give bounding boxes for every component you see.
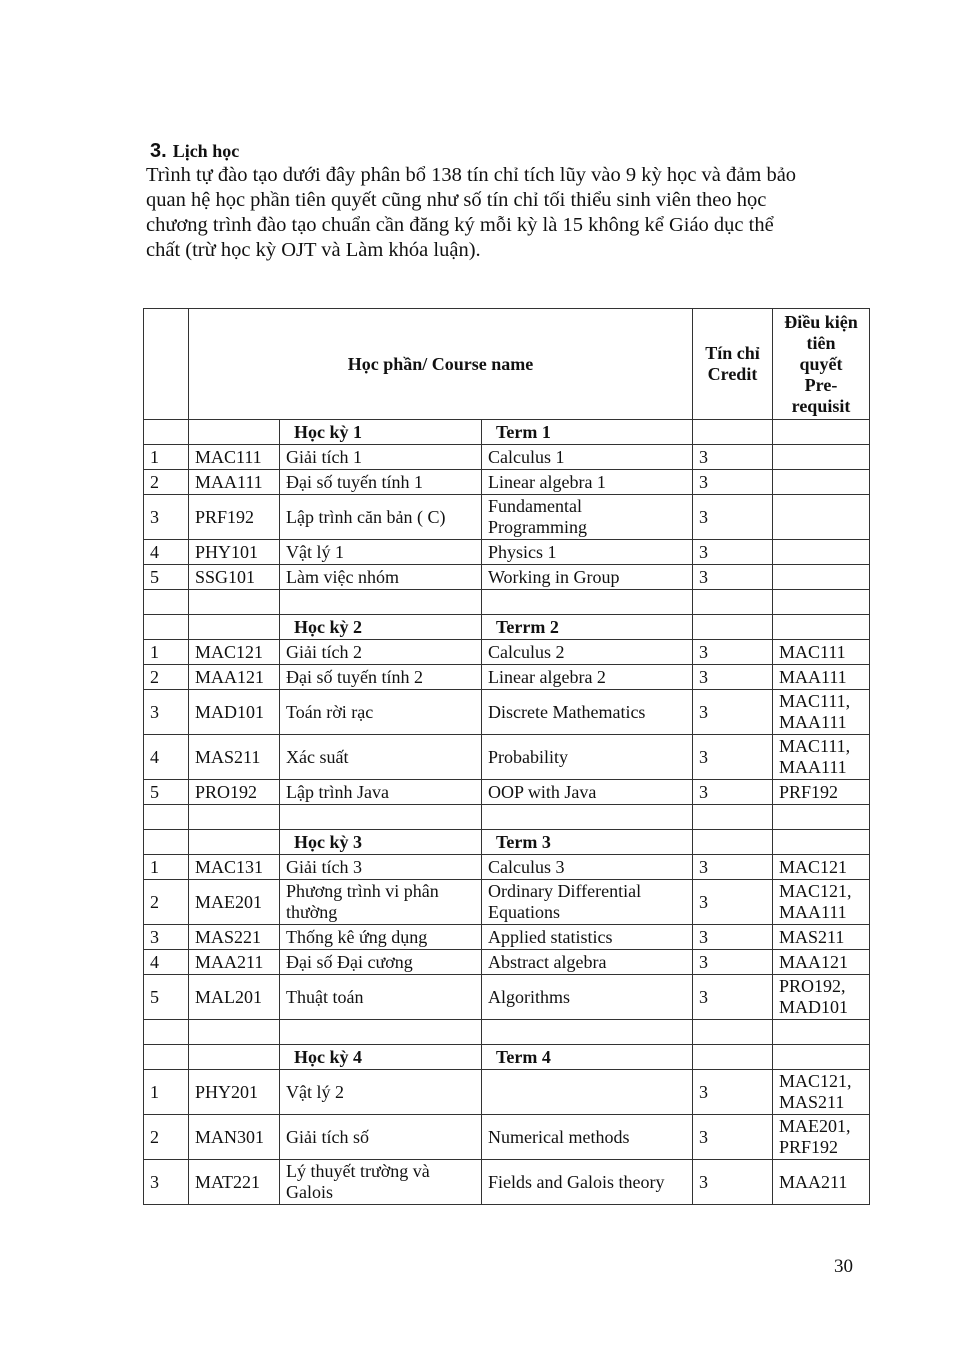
- prerequisite: [773, 780, 870, 805]
- prerequisite: [773, 540, 870, 565]
- page-number: 30: [834, 1256, 853, 1277]
- course-name-en-line: Numerical methods: [488, 1126, 630, 1147]
- table-row: [144, 1160, 870, 1205]
- empty-cell: [773, 830, 870, 855]
- term-header-row: [144, 615, 870, 640]
- course-name-en: [482, 665, 693, 690]
- empty-cell: [144, 590, 189, 615]
- empty-cell: [189, 805, 280, 830]
- course-code: MAS211: [189, 735, 280, 780]
- empty-cell: [773, 1045, 870, 1070]
- empty-cell: [189, 590, 280, 615]
- course-name-en-line: Abstract algebra: [488, 951, 607, 972]
- course-code: MAT221: [189, 1160, 280, 1205]
- row-number: 2: [144, 665, 189, 690]
- course-name-en: [482, 975, 693, 1020]
- term-name-en: Term 1: [482, 420, 693, 445]
- prerequisite-line: MAA121: [779, 951, 849, 972]
- intro-line: chất (trừ học kỳ OJT và Làm khóa luận).: [146, 239, 481, 261]
- row-number: 3: [144, 690, 189, 735]
- spacer-row: [144, 805, 870, 830]
- course-code: MAN301: [189, 1115, 280, 1160]
- course-name-en: [482, 540, 693, 565]
- section-title: Lịch học: [172, 141, 240, 161]
- course-code: MAD101: [189, 690, 280, 735]
- course-name-en: [482, 1070, 693, 1115]
- course-name-vn-line: Đại số tuyến tính 1: [286, 471, 423, 492]
- prerequisite-line: MAA111: [779, 757, 847, 777]
- course-name-en-line: Applied statistics: [488, 926, 613, 947]
- course-name-vn: [280, 975, 482, 1020]
- row-number: 1: [144, 445, 189, 470]
- empty-cell: [144, 420, 189, 445]
- course-name-vn: [280, 855, 482, 880]
- course-name-vn-line: Đại số Đại cương: [286, 951, 413, 972]
- header-credit: [693, 309, 773, 420]
- course-name-vn-line: Lập trình Java: [286, 781, 389, 802]
- prerequisite-line: MAC111: [779, 641, 846, 662]
- credit-value: 3: [693, 495, 773, 540]
- empty-cell: [693, 615, 773, 640]
- course-name-en: [482, 735, 693, 780]
- empty-cell: [189, 830, 280, 855]
- credit-value: 3: [693, 470, 773, 495]
- course-code: PHY101: [189, 540, 280, 565]
- table-row: [144, 665, 870, 690]
- course-name-en: [482, 1115, 693, 1160]
- table-row: [144, 880, 870, 925]
- table-row: [144, 735, 870, 780]
- credit-value: 3: [693, 1160, 773, 1205]
- course-name-vn-line: Vật lý 2: [286, 1081, 344, 1102]
- course-name-vn-line: Thuật toán: [286, 986, 364, 1007]
- course-code: MAL201: [189, 975, 280, 1020]
- course-name-en-line: Physics 1: [488, 541, 557, 562]
- empty-cell: [280, 1020, 482, 1045]
- course-name-en-line: Fundamental: [488, 496, 582, 516]
- course-code: PRO192: [189, 780, 280, 805]
- course-name-en: [482, 925, 693, 950]
- section-heading: [150, 140, 239, 163]
- empty-cell: [144, 615, 189, 640]
- course-name-vn-line: Đại số tuyến tính 2: [286, 666, 423, 687]
- term-header-row: [144, 420, 870, 445]
- header-course-name: Học phần/ Course name: [189, 309, 693, 420]
- term-header-row: [144, 830, 870, 855]
- table-row: [144, 855, 870, 880]
- row-number: 4: [144, 735, 189, 780]
- course-name-vn: [280, 445, 482, 470]
- empty-cell: [773, 615, 870, 640]
- course-name-vn-line: Phương trình vi phân: [286, 881, 439, 901]
- empty-cell: [189, 1020, 280, 1045]
- course-name-vn-line: Làm việc nhóm: [286, 566, 399, 587]
- course-name-vn-line: thường: [286, 902, 338, 922]
- intro-line: chương trình đào tạo chuẩn cần đăng ký mỗi kỳ là 15 không kể Giáo dục thể: [146, 214, 774, 236]
- course-name-en: [482, 470, 693, 495]
- empty-cell: [773, 590, 870, 615]
- prerequisite-line: MAC121: [779, 856, 848, 877]
- credit-value: 3: [693, 540, 773, 565]
- course-code: MAS221: [189, 925, 280, 950]
- prerequisite: [773, 950, 870, 975]
- prerequisite: [773, 565, 870, 590]
- course-name-en: [482, 690, 693, 735]
- header-prereq-line: requisit: [791, 395, 851, 416]
- prerequisite-line: MAS211: [779, 926, 845, 947]
- prerequisite-line: MAA211: [779, 1171, 848, 1192]
- table-row: [144, 470, 870, 495]
- course-name-vn: [280, 470, 482, 495]
- prerequisite-line: MAD101: [779, 997, 849, 1017]
- credit-value: 3: [693, 855, 773, 880]
- empty-cell: [280, 805, 482, 830]
- prerequisite: [773, 445, 870, 470]
- header-prereq-line: Điều kiện: [784, 311, 858, 332]
- intro-line: quan hệ học phần tiên quyết cũng như số tín chỉ tối thiểu sinh viên theo học: [146, 189, 767, 211]
- course-name-vn: [280, 495, 482, 540]
- course-name-vn-line: Toán rời rạc: [286, 701, 374, 722]
- course-name-en-line: Working in Group: [488, 566, 620, 587]
- empty-cell: [189, 615, 280, 640]
- term-name-vn: Học kỳ 2: [280, 615, 482, 640]
- prerequisite-line: MAC111,: [779, 736, 851, 756]
- header-credit-line: Credit: [707, 364, 758, 384]
- empty-cell: [693, 420, 773, 445]
- course-name-en-line: Discrete Mathematics: [488, 701, 646, 722]
- prerequisite-line: MAA111: [779, 712, 847, 732]
- prerequisite: [773, 640, 870, 665]
- credit-value: 3: [693, 950, 773, 975]
- table-row: [144, 445, 870, 470]
- credit-value: 3: [693, 925, 773, 950]
- empty-cell: [482, 1020, 693, 1045]
- credit-value: 3: [693, 975, 773, 1020]
- term-name-vn: Học kỳ 3: [280, 830, 482, 855]
- table-row: [144, 1070, 870, 1115]
- credit-value: 3: [693, 1115, 773, 1160]
- course-name-vn: [280, 1115, 482, 1160]
- prerequisite-line: MAC121,: [779, 881, 852, 901]
- course-name-vn: [280, 540, 482, 565]
- empty-cell: [693, 1045, 773, 1070]
- course-code: MAC121: [189, 640, 280, 665]
- course-name-en: [482, 565, 693, 590]
- row-number: 4: [144, 950, 189, 975]
- course-name-en: [482, 445, 693, 470]
- intro-paragraph: [146, 163, 846, 263]
- table-row: [144, 690, 870, 735]
- course-schedule-table: [143, 308, 870, 1205]
- prerequisite: [773, 1070, 870, 1115]
- course-name-vn-line: Giải tích 1: [286, 446, 362, 467]
- spacer-row: [144, 1020, 870, 1045]
- course-code: SSG101: [189, 565, 280, 590]
- prerequisite: [773, 735, 870, 780]
- term-name-en: Term 4: [482, 1045, 693, 1070]
- course-name-vn: [280, 690, 482, 735]
- header-empty-cell: [144, 309, 189, 420]
- course-name-vn-line: Giải tích 3: [286, 856, 362, 877]
- empty-cell: [482, 590, 693, 615]
- intro-line: Trình tự đào tạo dưới đây phân bổ 138 tín chỉ tích lũy vào 9 kỳ học và đảm bảo: [146, 164, 797, 186]
- header-credit-line: Tín chỉ: [705, 343, 760, 363]
- row-number: 2: [144, 470, 189, 495]
- prerequisite: [773, 665, 870, 690]
- empty-cell: [693, 805, 773, 830]
- course-name-vn: [280, 1070, 482, 1115]
- empty-cell: [693, 1020, 773, 1045]
- course-name-vn-line: Vật lý 1: [286, 541, 344, 562]
- course-code: PHY201: [189, 1070, 280, 1115]
- course-code: PRF192: [189, 495, 280, 540]
- row-number: 1: [144, 855, 189, 880]
- spacer-row: [144, 590, 870, 615]
- prerequisite-line: PRF192: [779, 1137, 839, 1157]
- prerequisite-line: MAA111: [779, 902, 847, 922]
- table-row: [144, 925, 870, 950]
- course-name-en-line: Probability: [488, 746, 568, 767]
- table-row: [144, 540, 870, 565]
- prerequisite: [773, 470, 870, 495]
- header-prereq-line: quyết: [799, 353, 843, 374]
- course-name-en-line: Linear algebra 2: [488, 666, 606, 687]
- course-name-en-line: OOP with Java: [488, 781, 597, 802]
- empty-cell: [189, 1045, 280, 1070]
- course-name-en-line: Calculus 2: [488, 641, 565, 662]
- prerequisite-line: MAS211: [779, 1092, 845, 1112]
- course-code: MAA121: [189, 665, 280, 690]
- course-name-vn: [280, 665, 482, 690]
- term-header-row: [144, 1045, 870, 1070]
- course-name-vn-line: Giải tích số: [286, 1126, 369, 1147]
- row-number: 4: [144, 540, 189, 565]
- table-row: [144, 950, 870, 975]
- course-code: MAA111: [189, 470, 280, 495]
- header-prereq-line: Pre-: [804, 374, 838, 395]
- row-number: 1: [144, 640, 189, 665]
- course-name-en: [482, 780, 693, 805]
- credit-value: 3: [693, 690, 773, 735]
- table-row: [144, 640, 870, 665]
- prerequisite: [773, 690, 870, 735]
- prerequisite-line: MAC111,: [779, 691, 851, 711]
- prerequisite: [773, 880, 870, 925]
- empty-cell: [144, 830, 189, 855]
- course-name-en: [482, 640, 693, 665]
- empty-cell: [773, 1020, 870, 1045]
- prerequisite: [773, 495, 870, 540]
- prerequisite-line: PRO192,: [779, 976, 846, 996]
- prerequisite: [773, 855, 870, 880]
- course-code: MAE201: [189, 880, 280, 925]
- table-row: [144, 780, 870, 805]
- row-number: 3: [144, 925, 189, 950]
- course-name-vn: [280, 565, 482, 590]
- prerequisite-line: MAA111: [779, 666, 847, 687]
- course-name-en: [482, 880, 693, 925]
- section-number: 3.: [150, 140, 167, 162]
- credit-value: 3: [693, 445, 773, 470]
- course-name-en-line: Programming: [488, 517, 587, 537]
- course-name-en-line: Fields and Galois theory: [488, 1171, 665, 1192]
- course-name-vn: [280, 735, 482, 780]
- prerequisite-line: PRF192: [779, 781, 839, 802]
- course-name-vn: [280, 950, 482, 975]
- row-number: 1: [144, 1070, 189, 1115]
- credit-value: 3: [693, 780, 773, 805]
- term-name-vn: Học kỳ 4: [280, 1045, 482, 1070]
- term-name-en: Terrm 2: [482, 615, 693, 640]
- row-number: 3: [144, 1160, 189, 1205]
- row-number: 2: [144, 880, 189, 925]
- table-row: [144, 975, 870, 1020]
- empty-cell: [144, 1020, 189, 1045]
- prerequisite: [773, 925, 870, 950]
- empty-cell: [189, 420, 280, 445]
- empty-cell: [482, 805, 693, 830]
- empty-cell: [144, 805, 189, 830]
- table-row: [144, 565, 870, 590]
- table-row: [144, 1115, 870, 1160]
- prerequisite-line: MAE201,: [779, 1116, 851, 1136]
- course-name-en: [482, 1160, 693, 1205]
- course-code: MAC111: [189, 445, 280, 470]
- term-name-vn: Học kỳ 1: [280, 420, 482, 445]
- header-prereq-line: tiên: [806, 332, 836, 353]
- prerequisite-line: MAC121,: [779, 1071, 852, 1091]
- credit-value: 3: [693, 880, 773, 925]
- course-name-en-line: Ordinary Differential: [488, 881, 642, 901]
- header-prerequisite: [773, 309, 870, 420]
- course-name-vn-line: Thống kê ứng dụng: [286, 926, 428, 947]
- course-name-en: [482, 495, 693, 540]
- course-name-vn: [280, 1160, 482, 1205]
- course-name-en-line: Algorithms: [488, 986, 571, 1007]
- credit-value: 3: [693, 665, 773, 690]
- credit-value: 3: [693, 735, 773, 780]
- row-number: 5: [144, 780, 189, 805]
- row-number: 5: [144, 565, 189, 590]
- course-name-en: [482, 950, 693, 975]
- course-name-en-line: Equations: [488, 902, 560, 922]
- row-number: 2: [144, 1115, 189, 1160]
- row-number: 5: [144, 975, 189, 1020]
- course-name-en-line: Calculus 1: [488, 446, 565, 467]
- course-name-en: [482, 855, 693, 880]
- course-name-vn-line: Galois: [286, 1182, 333, 1202]
- empty-cell: [280, 590, 482, 615]
- course-name-vn: [280, 880, 482, 925]
- course-name-vn: [280, 925, 482, 950]
- empty-cell: [693, 590, 773, 615]
- empty-cell: [773, 420, 870, 445]
- course-name-en-line: Linear algebra 1: [488, 471, 606, 492]
- course-code: MAC131: [189, 855, 280, 880]
- table-header-row: [144, 309, 870, 420]
- prerequisite: [773, 975, 870, 1020]
- row-number: 3: [144, 495, 189, 540]
- course-name-vn-line: Xác suất: [286, 746, 349, 767]
- credit-value: 3: [693, 565, 773, 590]
- course-name-en-line: Calculus 3: [488, 856, 565, 877]
- term-name-en: Term 3: [482, 830, 693, 855]
- course-name-vn: [280, 640, 482, 665]
- prerequisite: [773, 1115, 870, 1160]
- credit-value: 3: [693, 640, 773, 665]
- course-name-vn-line: Giải tích 2: [286, 641, 362, 662]
- course-name-vn: [280, 780, 482, 805]
- course-name-vn-line: Lập trình căn bản ( C): [286, 506, 446, 527]
- course-name-vn-line: Lý thuyết trường và: [286, 1161, 430, 1181]
- prerequisite: [773, 1160, 870, 1205]
- table-row: [144, 495, 870, 540]
- credit-value: 3: [693, 1070, 773, 1115]
- empty-cell: [144, 1045, 189, 1070]
- empty-cell: [693, 830, 773, 855]
- empty-cell: [773, 805, 870, 830]
- course-code: MAA211: [189, 950, 280, 975]
